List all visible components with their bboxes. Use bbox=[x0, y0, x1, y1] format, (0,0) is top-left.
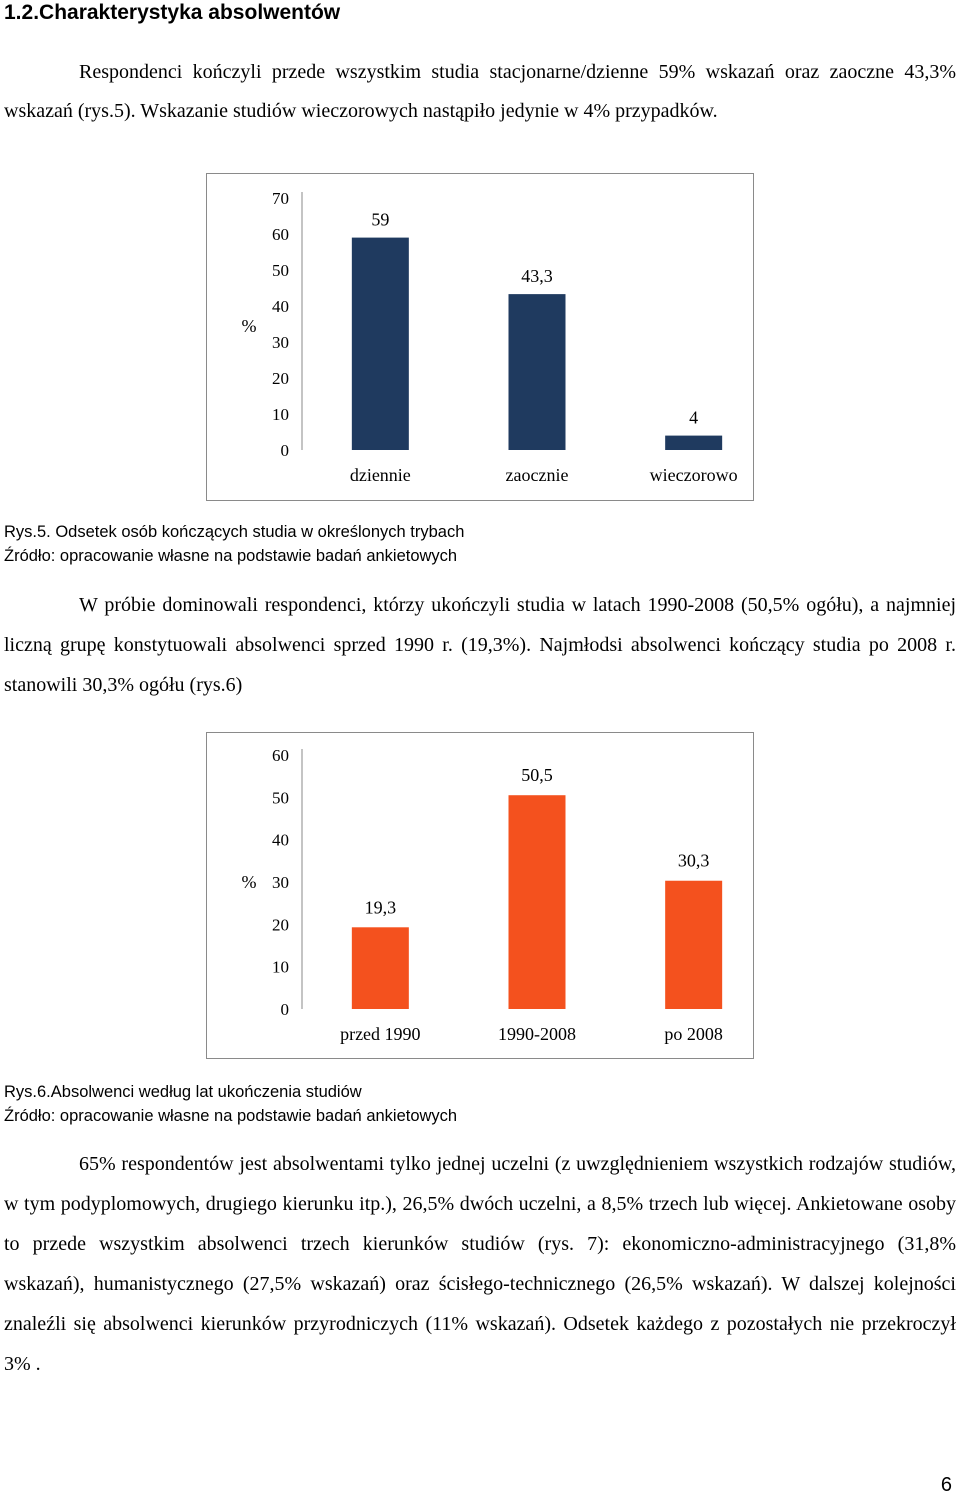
y-tick-label: 30 bbox=[272, 333, 289, 352]
data-label: 19,3 bbox=[364, 897, 397, 918]
caption-title: Rys.6.Absolwenci według lat ukończenia studiów bbox=[4, 1083, 362, 1101]
chart-graduation-years-svg bbox=[207, 733, 753, 1058]
data-label: 59 bbox=[371, 209, 390, 230]
y-tick-label: 40 bbox=[272, 830, 289, 850]
paragraph-study-modes: Respondenci kończyli przede wszystkim studia stacjonarne/dzienne 59% wskazań oraz zaoczne 43,3% wskazań (rys.5). Wskazanie studiów wieczorowych nastąpiło jedynie w 4% przypadków. bbox=[4, 61, 956, 122]
paragraph-universities-fields: 65% respondentów jest absolwentami tylko jednej uczelni (z uwzględnieniem wszystkich rodzajów studiów, w tym podyplomowych, drugiego kierunku itp.), 26,5% dwóch uczelni, a 8,5% trzech lub więcej. Ankietowane osoby to przede wszystkim absolwenci trzech kierunków studiów (rys. 7): ekonomiczno-administracyjnego (31,8% wskazań), humanistycznego (27,5% wskazań) oraz ścisłego-technicznego (26,5% wskazań). W dalszej kolejności znaleźli się absolwenci kierunków przyrodniczych (11% wskazań). Odsetek każdego z pozostałych nie przekroczył 3% . bbox=[4, 1153, 956, 1375]
chart-study-modes bbox=[206, 173, 754, 501]
bar bbox=[665, 881, 722, 1009]
data-label: 4 bbox=[689, 407, 699, 428]
chart-study-modes-svg bbox=[207, 174, 753, 500]
data-label: 50,5 bbox=[521, 765, 553, 786]
chart-graduation-years bbox=[206, 732, 754, 1059]
bar bbox=[352, 238, 409, 450]
y-tick-label: 60 bbox=[272, 746, 289, 765]
y-axis-label: % bbox=[241, 316, 257, 336]
x-tick-label: po 2008 bbox=[664, 1024, 723, 1044]
caption-source: Źródło: opracowanie własne na podstawie badań ankietowych bbox=[4, 547, 458, 565]
y-tick-label: 20 bbox=[272, 915, 289, 935]
bar bbox=[509, 294, 566, 450]
y-tick-label: 10 bbox=[272, 957, 289, 977]
paragraph-graduation-years: W próbie dominowali respondenci, którzy ukończyli studia w latach 1990-2008 (50,5% ogółu), a najmniej liczną grupę konstytuowali absolwenci sprzed 1990 r. (19,3%). Najmłodsi absolwenci kończący studia po 2008 r. stanowili 30,3% ogółu (rys.6) bbox=[4, 594, 956, 696]
y-tick-label: 20 bbox=[272, 369, 289, 388]
data-label: 43,3 bbox=[521, 266, 553, 287]
x-tick-label: dziennie bbox=[349, 465, 411, 485]
page-number: 6 bbox=[940, 1474, 952, 1496]
y-axis-label: % bbox=[241, 872, 257, 892]
x-tick-label: 1990-2008 bbox=[498, 1024, 576, 1044]
y-tick-label: 40 bbox=[272, 297, 289, 316]
y-tick-label: 0 bbox=[280, 441, 289, 460]
bar bbox=[352, 927, 409, 1009]
caption-source: Źródło: opracowanie własne na podstawie badań ankietowych bbox=[4, 1107, 458, 1125]
y-tick-label: 70 bbox=[272, 189, 289, 208]
figure-caption-rys6 bbox=[4, 1080, 457, 1128]
y-tick-label: 0 bbox=[280, 1000, 289, 1019]
y-tick-label: 30 bbox=[272, 873, 289, 892]
x-tick-label: wieczorowo bbox=[649, 465, 738, 485]
caption-title: Rys.5. Odsetek osób kończących studia w określonych trybach bbox=[4, 523, 465, 541]
y-tick-label: 60 bbox=[272, 225, 289, 244]
data-label: 30,3 bbox=[677, 850, 710, 871]
y-tick-label: 50 bbox=[272, 261, 289, 280]
x-tick-label: zaocznie bbox=[505, 465, 569, 485]
bar bbox=[509, 795, 566, 1009]
figure-caption-rys5 bbox=[4, 520, 464, 568]
bar bbox=[665, 436, 722, 450]
y-tick-label: 50 bbox=[272, 788, 289, 808]
x-tick-label: przed 1990 bbox=[340, 1024, 421, 1044]
section-heading: 1.2.Charakterystyka absolwentów bbox=[4, 1, 341, 24]
y-tick-label: 10 bbox=[272, 405, 289, 424]
